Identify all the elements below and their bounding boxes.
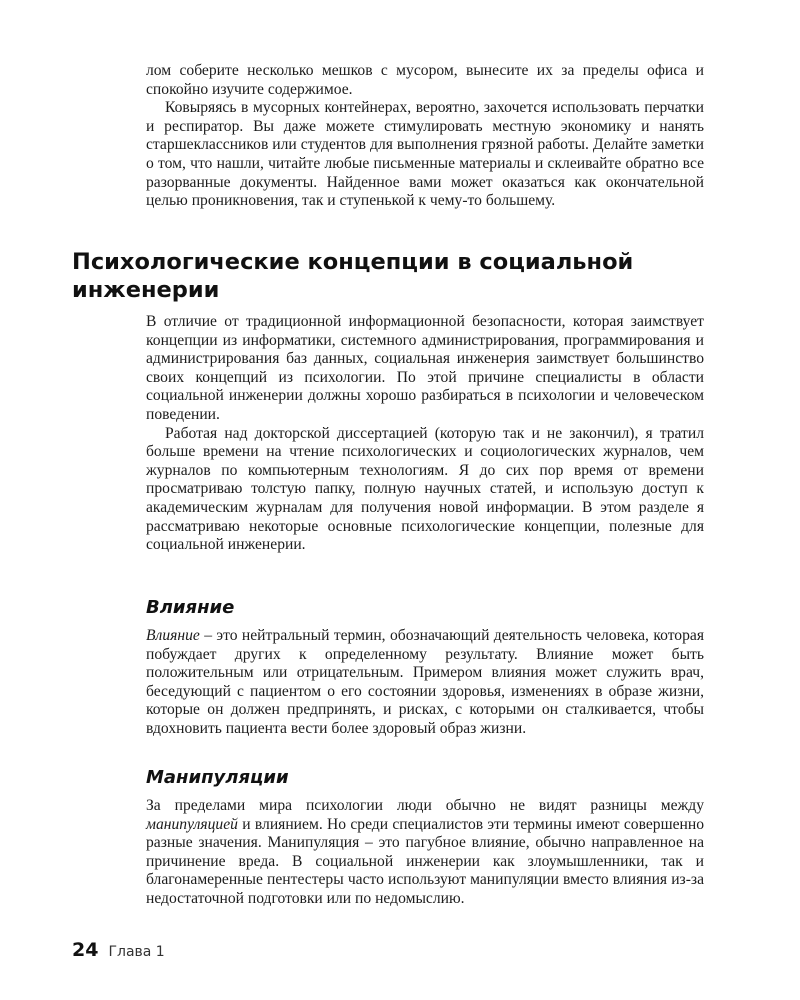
manipulation-text-a: За пределами мира психологии люди обычно не видят разницы между bbox=[146, 797, 704, 814]
intro-paragraph-1: лом соберите несколько мешков с мусором, вынесите их за пределы офиса и спокойно изучите содержимое. bbox=[146, 62, 704, 98]
chapter-label: Глава 1 bbox=[108, 944, 165, 960]
page-footer bbox=[72, 939, 165, 961]
intro-text bbox=[146, 62, 704, 211]
manipulation-heading: Манипуляции bbox=[146, 767, 289, 788]
influence-paragraph bbox=[146, 627, 704, 739]
section-paragraph-1: В отличие от традиционной информационной безопасности, которая заимствует концепции из информатики, системного администрирования, программирования и администрирования баз данных, социальная инженерия заимствует большинство своих концепций из психологии. По этой причине специалисты в области социальной инженерии должны хорошо разбираться в психологии и человеческом поведении. bbox=[146, 313, 704, 423]
section-title: Психологические концепции в социальной инженерии bbox=[72, 249, 634, 303]
section-paragraph-2: Работая над докторской диссертацией (которую так и не закончил), я тратил больше времени на чтение психологических и социологических журналов, чем журналов по компьютерным технологиям. Я до сих пор время от времени просматриваю толстую папку, полную научных статей, и использую доступ к академическим журналам для получения новой информации. В этом разделе я рассматриваю некоторые основные психологические концепции, полезные для социальной инженерии. bbox=[146, 424, 704, 554]
section-body bbox=[146, 313, 704, 555]
influence-body bbox=[146, 627, 704, 739]
intro-paragraph-2: Ковыряясь в мусорных контейнерах, вероятно, захочется использовать перчатки и респиратор. Вы даже можете стимулировать местную экономику и нанять старшеклассников или студентов для выполнения грязной работы. Делайте заметки о том, что нашли, читайте любые письменные материалы и склеивайте обратно все разорванные документы. Найденное вами может оказаться как окончательной целью проникновения, так и ступенькой к чему-то большему. bbox=[146, 99, 704, 210]
manipulation-term: манипуляцией bbox=[146, 815, 238, 833]
manipulation-body bbox=[146, 797, 704, 909]
page-number: 24 bbox=[72, 939, 99, 961]
influence-heading: Влияние bbox=[146, 597, 235, 618]
manipulation-paragraph bbox=[146, 797, 704, 909]
influence-term: Влияние bbox=[146, 627, 200, 644]
influence-text: – это нейтральный термин, обозначающий деятельность человека, которая побуждает других к определенному результату. Влияние может быть положительным или отрицательным. Примером влияния может служить врач, беседующий с пациентом о его состоянии здоровья, изменениях в образе жизни, которые он должен предпринять, и рисках, с которыми он сталкивается, чтобы вдохновить пациента вести более здоровый образ жизни. bbox=[146, 627, 704, 737]
manipulation-text-b: и влиянием. Но среди специалистов эти термины имеют совершенно разные значения. Манипуляция – это пагубное влияние, обычно направленное на причинение вреда. В социальной инженерии как злоумышленники, так и благонамеренные пентестеры часто используют манипуляции вместо влияния из-за недостаточной подготовки или по недомыслию. bbox=[146, 815, 704, 907]
